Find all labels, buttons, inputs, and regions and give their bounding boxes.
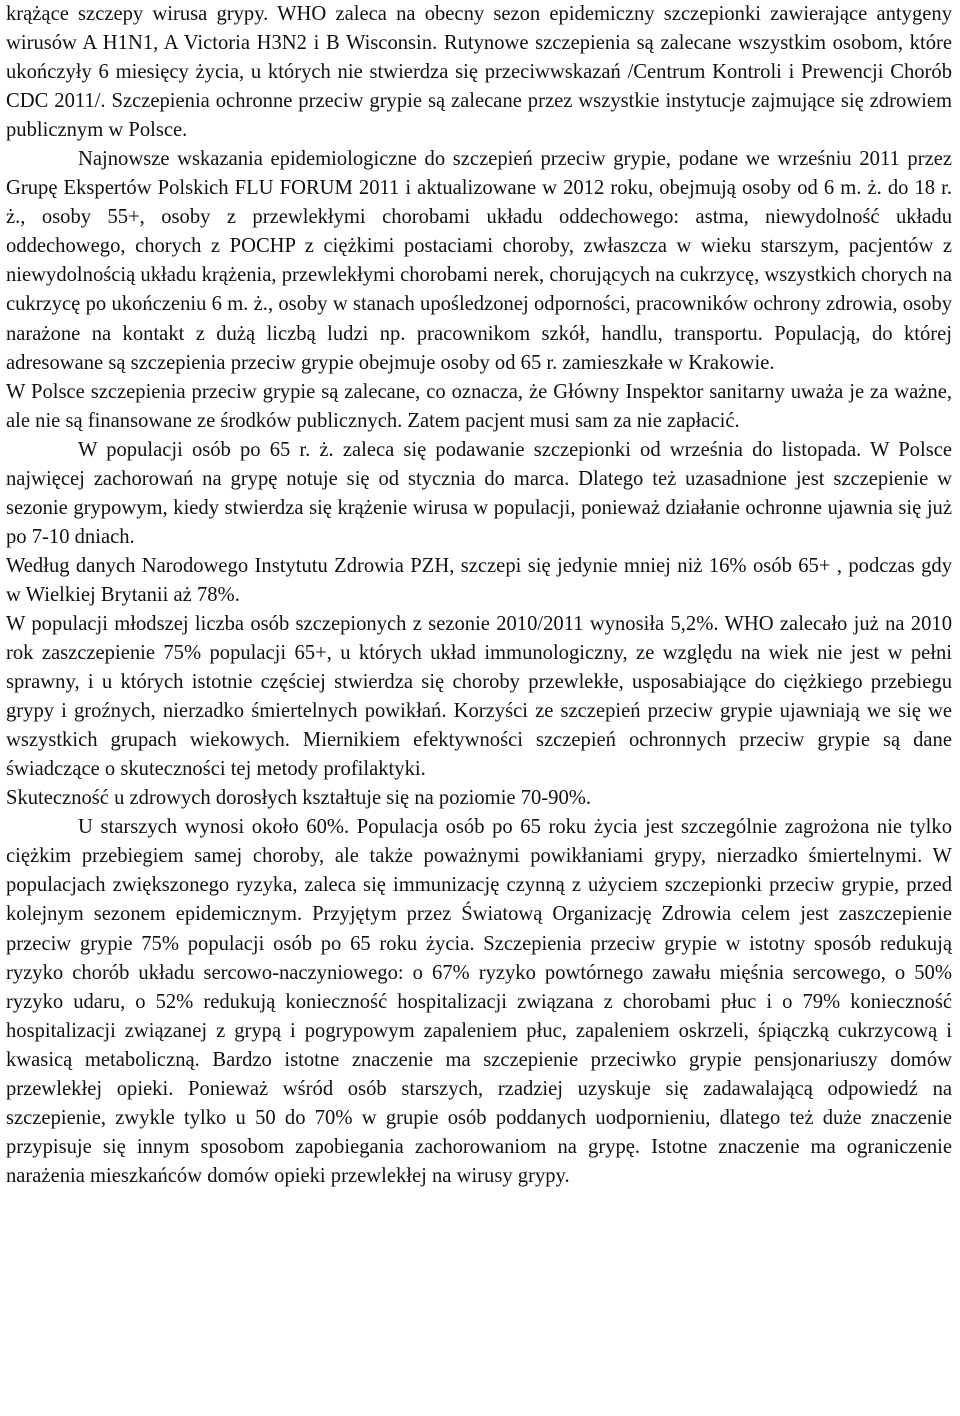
- paragraph-5: Według danych Narodowego Instytutu Zdrowia PZH, szczepi się jedynie mniej niż 16% osób 65+ , podczas gdy w Wielkiej Brytanii aż 78%.: [6, 554, 952, 606]
- paragraph-4: W populacji osób po 65 r. ż. zaleca się podawanie szczepionki od września do listopada. W Polsce najwięcej zachorowań na grypę notuje się od stycznia do marca. Dlatego też uzasadnione jest szczepienie w sezonie grypowym, kiedy stwierdza się krążenie wirusa w populacji, ponieważ działanie ochronne ujawnia się już po 7-10 dniach.: [6, 438, 952, 548]
- paragraph-1: krążące szczepy wirusa grypy. WHO zaleca na obecny sezon epidemiczny szczepionki zawierające antygeny wirusów A H1N1, A Victoria H3N2 i B Wisconsin. Rutynowe szczepienia są zalecane wszystkim osobom, które ukończyły 6 miesięcy życia, u których nie stwierdza się przeciwwskazań /Centrum Kontroli i Prewencji Chorób CDC 2011/. Szczepienia ochronne przeciw grypie są zalecane przez wszystkie instytucje zajmujące się zdrowiem publicznym w Polsce.: [6, 3, 952, 142]
- paragraph-8: U starszych wynosi około 60%. Populacja osób po 65 roku życia jest szczególnie zagrożona nie tylko ciężkim przebiegiem samej choroby, ale także poważnymi powikłaniami grypy, nierzadko śmiertelnymi. W populacjach zwiększonego ryzyka, zaleca się immunizację czynną z użyciem szczepionki przeciw grypie, przed kolejnym sezonem epidemicznym. Przyjętym przez Światową Organizację Zdrowia celem jest zaszczepienie przeciw grypie 75% populacji osób po 65 roku życia. Szczepienia przeciw grypie w istotny sposób redukują ryzyko chorób układu sercowo-naczyniowego: o 67% ryzyko powtórnego zawału mięśnia sercowego, o 50% ryzyko udaru, o 52% redukują konieczność hospitalizacji związana z chorobami płuc i o 79% konieczność hospitalizacji związanej z grypą i pogrypowym zapaleniem płuc, zapaleniem oskrzeli, śpiączką cukrzycową i kwasicą metaboliczną. Bardzo istotne znaczenie ma szczepienie przeciwko grypie pensjonariuszy domów przewlekłej opieki. Ponieważ wśród osób starszych, rzadziej uzyskuje się zadawalającą odpowiedź na szczepienie, zwykle tylko u 50 do 70% w grupie osób poddanych uodpornieniu, dlatego też duże znaczenie przypisuje się innym sposobom zapobiegania zachorowaniom na grypę. Istotne znaczenie ma ograniczenie narażenia mieszkańców domów opieki przewlekłej na wirusy grypy.: [6, 816, 952, 1187]
- paragraph-7: Skuteczność u zdrowych dorosłych kształtuje się na poziomie 70-90%.: [6, 787, 592, 810]
- paragraph-2: Najnowsze wskazania epidemiologiczne do szczepień przeciw grypie, podane we wrześniu 2011 przez Grupę Ekspertów Polskich FLU FORUM 2011 i aktualizowane w 2012 roku, obejmują osoby od 6 m. ż. do 18 r. ż., osoby 55+, osoby z przewlekłymi chorobami układu oddechowego: astma, niewydolność układu oddechowego, chorych z POCHP z ciężkimi postaciami choroby, zwłaszcza w wieku starszym, pacjentów z niewydolnością układu krążenia, przewlekłymi chorobami nerek, chorujących na cukrzycę, wszystkich chorych na cukrzycę po ukończeniu 6 m. ż., osoby w stanach upośledzonej odporności, pracowników ochrony zdrowia, osoby narażone na kontakt z dużą liczbą ludzi np. pracownikom szkół, handlu, transportu. Populacją, do której adresowane są szczepienia przeciw grypie obejmuje osoby od 65 r. zamieszkałe w Krakowie.: [6, 148, 952, 374]
- paragraph-3: W Polsce szczepienia przeciw grypie są zalecane, co oznacza, że Główny Inspektor sanitarny uważa je za ważne, ale nie są finansowane ze środków publicznych. Zatem pacjent musi sam za nie zapłacić.: [6, 380, 952, 432]
- paragraph-6: W populacji młodszej liczba osób szczepionych z sezonie 2010/2011 wynosiła 5,2%. WHO zalecało już na 2010 rok zaszczepienie 75% populacji 65+, u których układ immunologiczny, ze względu na wiek nie jest w pełni sprawny, i u których istotnie częściej stwierdza się choroby przewlekłe, usposabiające do ciężkiego przebiegu grypy i groźnych, nierzadko śmiertelnych powikłań. Korzyści ze szczepień przeciw grypie ujawniają we się we wszystkich grupach wiekowych. Miernikiem efektywności szczepień ochronnych przeciw grypie są dane świadczące o skuteczności tej metody profilaktyki.: [6, 612, 952, 781]
